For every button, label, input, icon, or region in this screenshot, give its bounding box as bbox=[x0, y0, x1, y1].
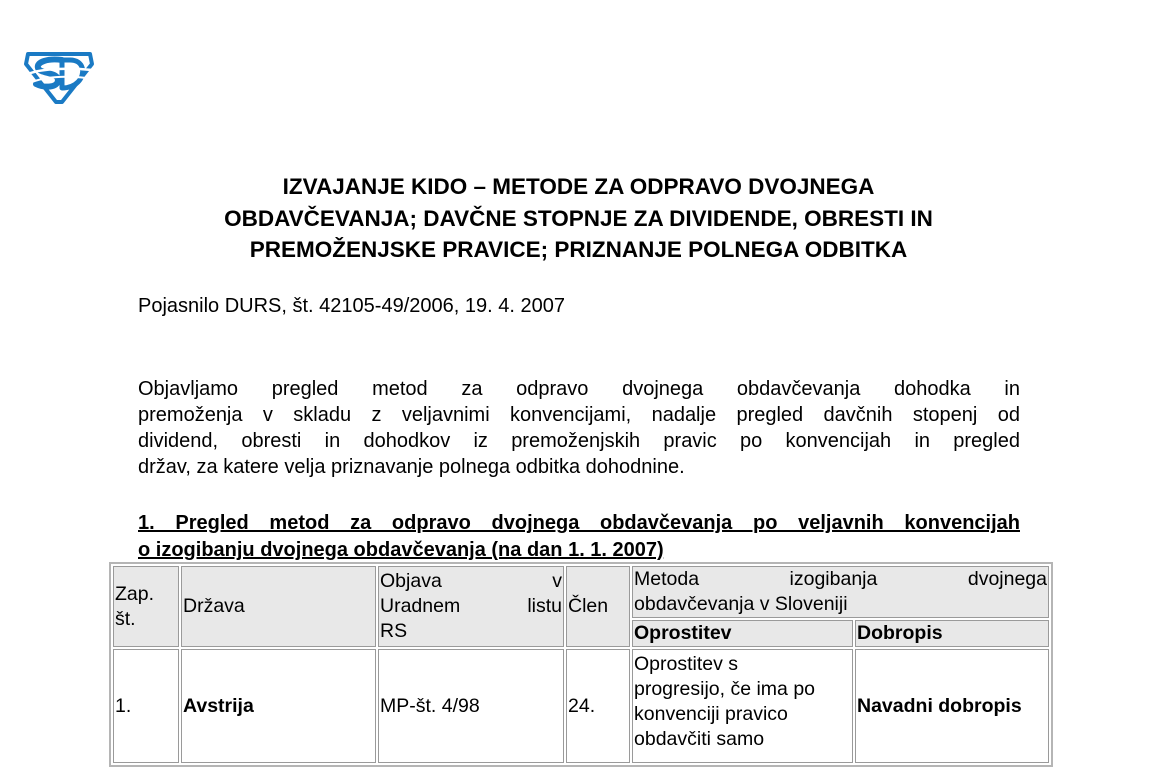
header-objava: Objava v Uradnem listu RS bbox=[378, 566, 564, 647]
header-metoda: Metoda izogibanja dvojnega obdavčevanja v Sloveniji bbox=[632, 566, 1049, 618]
header-drzava: Država bbox=[181, 566, 376, 647]
section-heading-line: 1. Pregled metod za odpravo dvojnega obdavčevanja po veljavnih konvencijah bbox=[138, 512, 1020, 534]
cell-objava: MP-št. 4/98 bbox=[378, 649, 564, 763]
header-clen: Člen bbox=[566, 566, 630, 647]
intro-line: držav, za katere velja priznavanje polnega odbitka dohodnine. bbox=[138, 456, 685, 478]
cell-dobropis: Navadni dobropis bbox=[855, 649, 1049, 763]
intro-line: Objavljamo pregled metod za odpravo dvojnega obdavčevanja dohodka in bbox=[138, 378, 1020, 400]
header-dobropis: Dobropis bbox=[855, 620, 1049, 647]
cell-zap: 1. bbox=[113, 649, 179, 763]
cell-drzava: Avstrija bbox=[181, 649, 376, 763]
title-line: PREMOŽENJSKE PRAVICE; PRIZNANJE POLNEGA ODBITKA bbox=[249, 237, 908, 262]
document-title bbox=[120, 171, 1037, 266]
title-line: OBDAVČEVANJA; DAVČNE STOPNJE ZA DIVIDENDE, OBRESTI IN bbox=[224, 205, 933, 231]
reference-line: Pojasnilo DURS, št. 42105-49/2006, 19. 4. 2007 bbox=[138, 295, 565, 317]
intro-line: dividend, obresti in dohodkov iz premoženjskih pravic po konvencijah in pregled bbox=[138, 430, 1020, 452]
section-heading bbox=[138, 510, 1020, 564]
title-line: IZVAJANJE KIDO – METODE ZA ODPRAVO DVOJNEGA bbox=[282, 174, 875, 199]
cell-clen: 24. bbox=[566, 649, 630, 763]
header-oprostitev: Oprostitev bbox=[632, 620, 853, 647]
intro-paragraph bbox=[138, 376, 1020, 480]
intro-line: premoženja v skladu z veljavnimi konvencijami, nadalje pregled davčnih stopenj od bbox=[138, 404, 1020, 426]
table-row bbox=[113, 649, 1049, 763]
section-heading-line: o izogibanju dvojnega obdavčevanja (na dan 1. 1. 2007) bbox=[138, 539, 664, 561]
table-header-row bbox=[113, 566, 1049, 618]
sd-logo-icon bbox=[22, 48, 96, 104]
cell-oprostitev: Oprostitev s progresijo, če ima po konvenciji pravico obdavčiti samo bbox=[632, 649, 853, 763]
header-zap-st: Zap. št. bbox=[113, 566, 179, 647]
methods-table bbox=[109, 562, 1053, 767]
